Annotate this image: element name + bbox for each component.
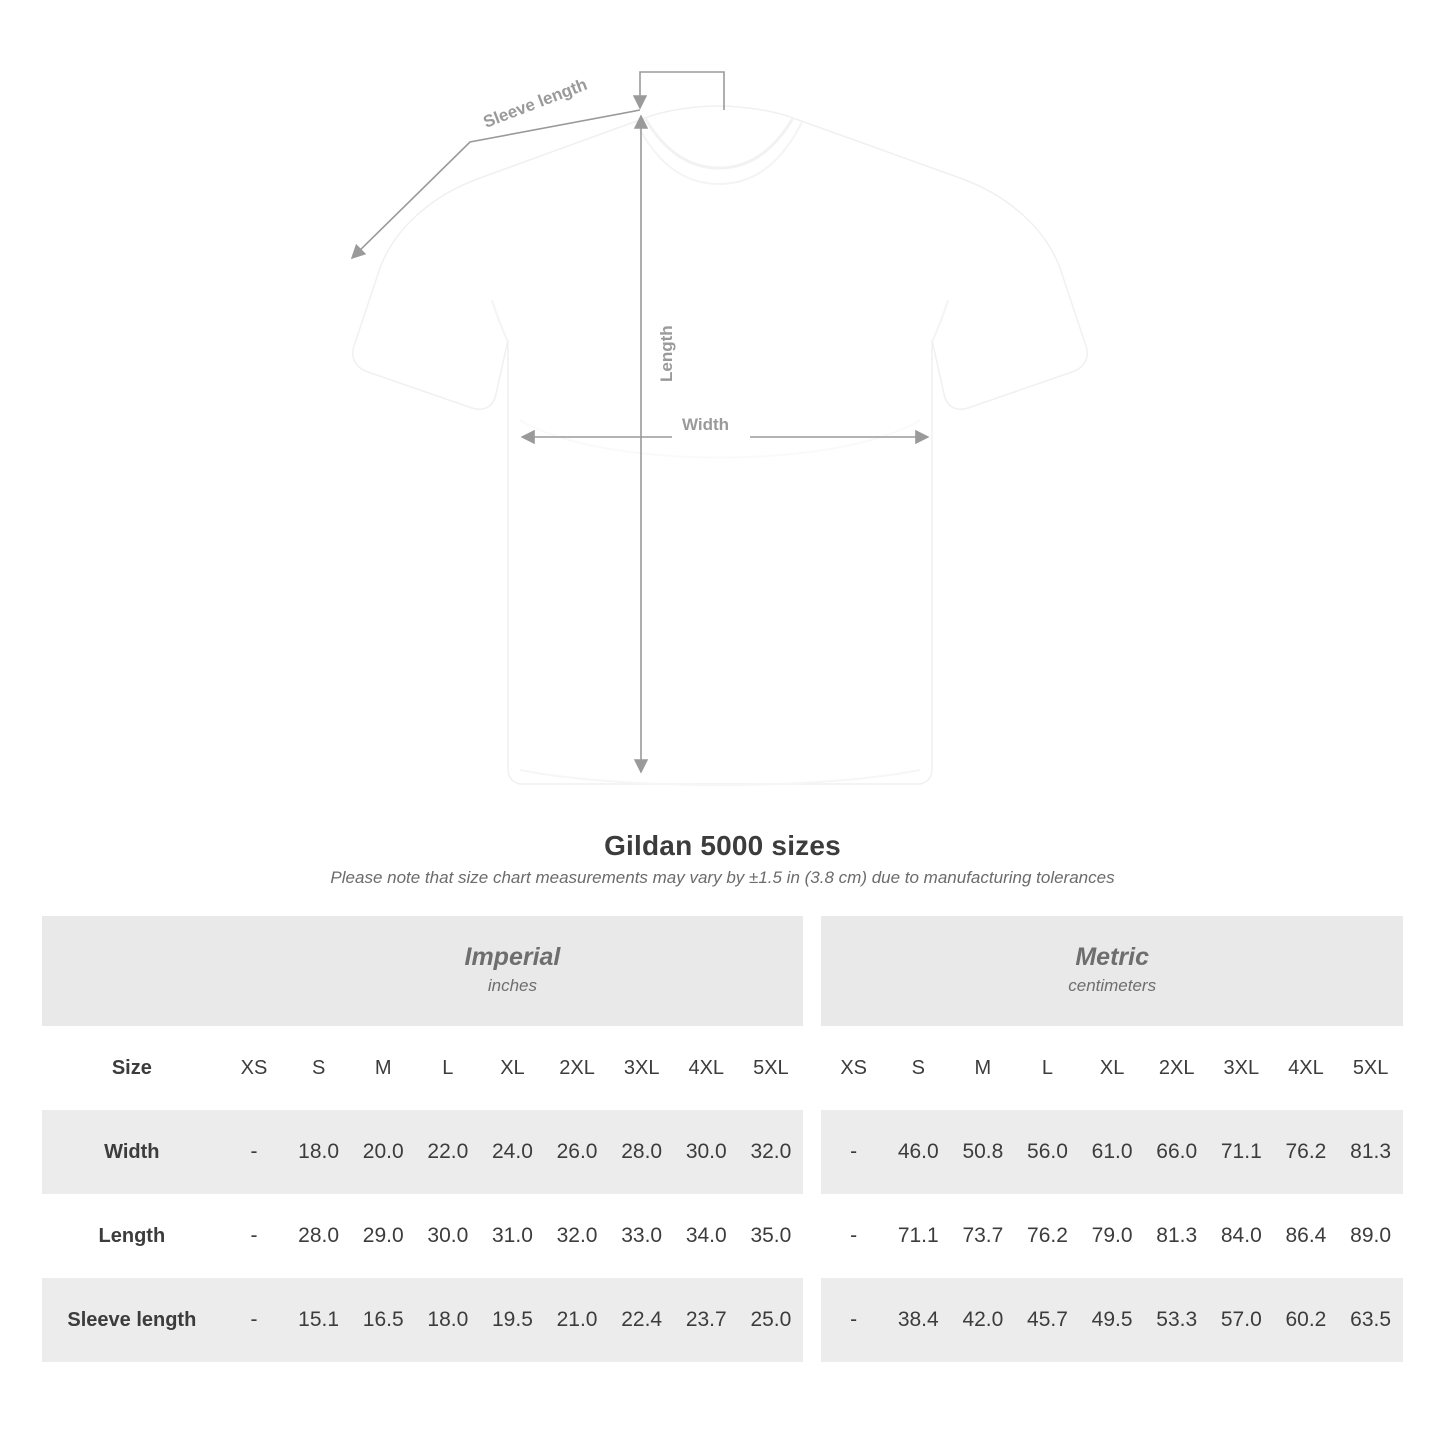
size-header-imperial-xs: XS <box>222 1026 287 1110</box>
cell-length-metric-m: 73.7 <box>951 1194 1016 1278</box>
size-header-imperial-s: S <box>286 1026 351 1110</box>
size-header-gap <box>803 1026 821 1110</box>
cell-length-imperial-5xl: 35.0 <box>739 1194 804 1278</box>
table-row <box>42 1110 1403 1194</box>
unit-header-spacer <box>42 916 222 1026</box>
cell-width-metric-xs: - <box>821 1110 886 1194</box>
size-header-metric-l: L <box>1015 1026 1080 1110</box>
cell-sleeve-metric-xl: 49.5 <box>1080 1278 1145 1362</box>
cell-length-imperial-xs: - <box>222 1194 287 1278</box>
cell-sleeve-imperial-3xl: 22.4 <box>609 1278 674 1362</box>
cell-length-imperial-l: 30.0 <box>416 1194 481 1278</box>
cell-width-metric-m: 50.8 <box>951 1110 1016 1194</box>
cell-width-imperial-m: 20.0 <box>351 1110 416 1194</box>
cell-sleeve-imperial-xl: 19.5 <box>480 1278 545 1362</box>
cell-width-metric-5xl: 81.3 <box>1338 1110 1403 1194</box>
size-header-imperial-3xl: 3XL <box>609 1026 674 1110</box>
size-header-metric-5xl: 5XL <box>1338 1026 1403 1110</box>
sleeve-length-label: Sleeve length <box>480 74 590 132</box>
size-header-label: Size <box>42 1026 222 1110</box>
size-header-imperial-xl: XL <box>480 1026 545 1110</box>
cell-sleeve-imperial-s: 15.1 <box>286 1278 351 1362</box>
unit-metric-sub: centimeters <box>1068 976 1157 996</box>
cell-width-metric-3xl: 71.1 <box>1209 1110 1274 1194</box>
tolerance-note: Please note that size chart measurements may vary by ±1.5 in (3.8 cm) due to manufacturing tolerances <box>330 868 1115 887</box>
size-table <box>42 916 1403 1362</box>
cell-length-metric-4xl: 86.4 <box>1274 1194 1339 1278</box>
size-header-metric-s: S <box>886 1026 951 1110</box>
cell-length-metric-5xl: 89.0 <box>1338 1194 1403 1278</box>
cell-width-imperial-2xl: 26.0 <box>545 1110 610 1194</box>
size-header-metric-4xl: 4XL <box>1274 1026 1339 1110</box>
size-header-row <box>42 1026 1403 1110</box>
size-table-wrap <box>0 916 1445 1362</box>
length-label: Length <box>657 325 676 382</box>
cell-length-imperial-xl: 31.0 <box>480 1194 545 1278</box>
size-header-imperial-m: M <box>351 1026 416 1110</box>
size-header-metric-xs: XS <box>821 1026 886 1110</box>
cell-width-imperial-l: 22.0 <box>416 1110 481 1194</box>
unit-header-metric <box>821 916 1403 1026</box>
cell-sleeve-imperial-4xl: 23.7 <box>674 1278 739 1362</box>
cell-length-metric-xl: 79.0 <box>1080 1194 1145 1278</box>
cell-width-metric-s: 46.0 <box>886 1110 951 1194</box>
cell-width-metric-4xl: 76.2 <box>1274 1110 1339 1194</box>
unit-header-gap <box>803 916 821 1026</box>
cell-width-metric-l: 56.0 <box>1015 1110 1080 1194</box>
cell-length-imperial-4xl: 34.0 <box>674 1194 739 1278</box>
row-label-length: Length <box>42 1194 222 1278</box>
cell-length-metric-s: 71.1 <box>886 1194 951 1278</box>
size-header-metric-xl: XL <box>1080 1026 1145 1110</box>
unit-header-row <box>42 916 1403 1026</box>
cell-width-metric-2xl: 66.0 <box>1144 1110 1209 1194</box>
page-title: Gildan 5000 sizes <box>604 830 841 861</box>
cell-width-imperial-3xl: 28.0 <box>609 1110 674 1194</box>
size-header-imperial-5xl: 5XL <box>739 1026 804 1110</box>
table-row <box>42 1194 1403 1278</box>
row-gap-length <box>803 1194 821 1278</box>
cell-width-imperial-s: 18.0 <box>286 1110 351 1194</box>
cell-sleeve-imperial-xs: - <box>222 1278 287 1362</box>
cell-length-metric-l: 76.2 <box>1015 1194 1080 1278</box>
unit-imperial-sub: inches <box>487 976 538 996</box>
size-header-imperial-l: L <box>416 1026 481 1110</box>
cell-sleeve-imperial-2xl: 21.0 <box>545 1278 610 1362</box>
cell-width-imperial-xs: - <box>222 1110 287 1194</box>
size-header-imperial-2xl: 2XL <box>545 1026 610 1110</box>
unit-metric-name: Metric <box>1075 943 1149 972</box>
cell-length-imperial-s: 28.0 <box>286 1194 351 1278</box>
cell-length-metric-2xl: 81.3 <box>1144 1194 1209 1278</box>
cell-width-metric-xl: 61.0 <box>1080 1110 1145 1194</box>
cell-length-imperial-3xl: 33.0 <box>609 1194 674 1278</box>
cell-width-imperial-4xl: 30.0 <box>674 1110 739 1194</box>
cell-sleeve-metric-3xl: 57.0 <box>1209 1278 1274 1362</box>
table-row <box>42 1278 1403 1362</box>
cell-width-imperial-xl: 24.0 <box>480 1110 545 1194</box>
cell-length-imperial-2xl: 32.0 <box>545 1194 610 1278</box>
cell-sleeve-metric-xs: - <box>821 1278 886 1362</box>
cell-sleeve-metric-l: 45.7 <box>1015 1278 1080 1362</box>
cell-sleeve-imperial-m: 16.5 <box>351 1278 416 1362</box>
unit-header-imperial <box>222 916 803 1026</box>
cell-sleeve-imperial-5xl: 25.0 <box>739 1278 804 1362</box>
size-header-metric-2xl: 2XL <box>1144 1026 1209 1110</box>
size-header-metric-3xl: 3XL <box>1209 1026 1274 1110</box>
cell-length-metric-3xl: 84.0 <box>1209 1194 1274 1278</box>
row-gap-width <box>803 1110 821 1194</box>
cell-length-imperial-m: 29.0 <box>351 1194 416 1278</box>
cell-sleeve-metric-2xl: 53.3 <box>1144 1278 1209 1362</box>
cell-sleeve-metric-m: 42.0 <box>951 1278 1016 1362</box>
cell-width-imperial-5xl: 32.0 <box>739 1110 804 1194</box>
cell-sleeve-imperial-l: 18.0 <box>416 1278 481 1362</box>
cell-length-metric-xs: - <box>821 1194 886 1278</box>
unit-imperial-name: Imperial <box>464 943 561 972</box>
cell-sleeve-metric-5xl: 63.5 <box>1338 1278 1403 1362</box>
cell-sleeve-metric-4xl: 60.2 <box>1274 1278 1339 1362</box>
row-label-width: Width <box>42 1110 222 1194</box>
tshirt-shape <box>353 106 1087 785</box>
row-label-sleeve-length: Sleeve length <box>42 1278 222 1362</box>
width-label: Width <box>682 415 730 434</box>
cell-sleeve-metric-s: 38.4 <box>886 1278 951 1362</box>
row-gap-sleeve <box>803 1278 821 1362</box>
size-header-imperial-4xl: 4XL <box>674 1026 739 1110</box>
size-header-metric-m: M <box>951 1026 1016 1110</box>
